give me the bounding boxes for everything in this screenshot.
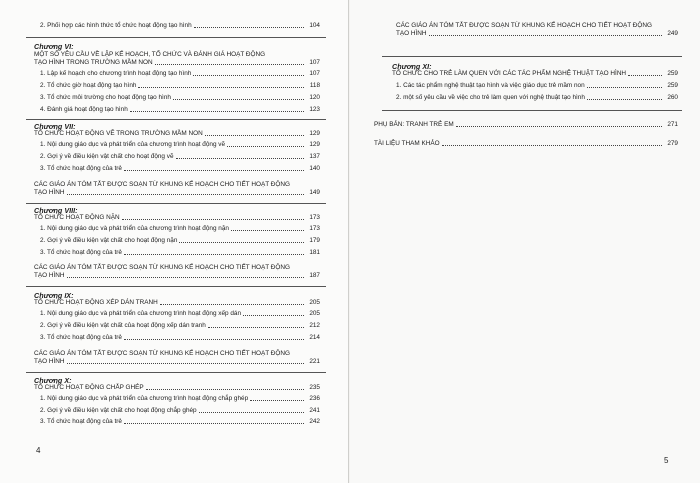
dot-leader [429, 35, 662, 36]
toc-entry[interactable] [40, 249, 320, 257]
toc-entry-text: 3. Tổ chức hoạt động của trẻ [40, 249, 122, 256]
page-number-left: 4 [36, 446, 41, 455]
dot-leader [176, 158, 304, 159]
toc-entry[interactable] [396, 82, 678, 90]
chapter-10-label: Chương X: [34, 376, 72, 385]
toc-entry-text: 3. Tổ chức hoạt động của trẻ [40, 418, 122, 425]
toc-entry[interactable] [40, 237, 320, 245]
toc-entry-page: 260 [667, 94, 678, 101]
toc-entry[interactable] [40, 141, 320, 149]
left-page [0, 0, 349, 483]
toc-entry-text: 3. Tổ chức môi trường cho hoạt động tạo hình [40, 94, 171, 101]
toc-entry-page: 129 [309, 141, 320, 148]
dot-leader [587, 99, 662, 100]
toc-entry-page: 140 [309, 165, 320, 172]
lesson-plans-line-1: CÁC GIÁO ÁN TÓM TẮT ĐƯỢC SOẠN TỪ KHUNG KẾ HOẠCH CHO TIẾT HOẠT ĐỘNG [34, 264, 290, 271]
toc-entry-page: 173 [309, 225, 320, 232]
lesson-plans-line-2: TẠO HÌNH [34, 358, 65, 365]
toc-entry[interactable] [396, 94, 678, 102]
dot-leader [243, 315, 304, 316]
toc-entry-page: 241 [309, 407, 320, 414]
toc-entry[interactable] [40, 334, 320, 342]
dot-leader [155, 64, 304, 65]
toc-entry-page: 107 [309, 70, 320, 77]
dot-leader [442, 145, 662, 146]
toc-entry-page: 236 [309, 395, 320, 402]
chapter-6-title-line-2: TẠO HÌNH TRONG TRƯỜNG MẦM NON [34, 59, 153, 66]
toc-entry-text: 2. Phối hợp các hình thức tổ chức hoạt động tạo hình [40, 22, 192, 29]
lesson-plans-line-1: CÁC GIÁO ÁN TÓM TẮT ĐƯỢC SOẠN TỪ KHUNG KẾ HOẠCH CHO TIẾT HOẠT ĐỘNG [396, 22, 652, 29]
page-number-right: 5 [664, 456, 669, 465]
lesson-plans-line-2: TẠO HÌNH [34, 272, 65, 279]
toc-entry[interactable] [40, 418, 320, 426]
section-divider [26, 203, 326, 204]
toc-entry-text: 1. Nội dung giáo dục và phát triển của chương trình hoạt động nặn [40, 225, 229, 232]
chapter-6-title-line-1: MỘT SỐ YÊU CẦU VỀ LẬP KẾ HOẠCH, TỔ CHỨC VÀ ĐÁNH GIÁ HOẠT ĐỘNG [34, 51, 266, 58]
appendix-text: PHỤ BẢN: TRANH TRẺ EM [374, 121, 454, 128]
dot-leader [146, 389, 304, 390]
toc-entry-text: 2. Gợi ý về điều kiện vật chất cho hoạt động vẽ [40, 153, 174, 160]
chapter-7-title-entry[interactable] [34, 130, 320, 138]
chapter-7-title-page: 129 [309, 130, 320, 137]
toc-entry-page: 205 [309, 310, 320, 317]
toc-entry-text: 1. Các tác phẩm nghệ thuật tạo hình và việc giáo dục trẻ mầm non [396, 82, 585, 89]
dot-leader [205, 135, 304, 136]
toc-entry[interactable] [40, 310, 320, 318]
toc-entry-page: 181 [309, 249, 320, 256]
lesson-plans-entry-end[interactable] [396, 30, 678, 38]
chapter-6-title[interactable] [34, 51, 320, 59]
lesson-plans-line-1: CÁC GIÁO ÁN TÓM TẮT ĐƯỢC SOẠN TỪ KHUNG KẾ HOẠCH CHO TIẾT HOẠT ĐỘNG [34, 181, 290, 188]
dot-leader [67, 363, 304, 364]
toc-entry[interactable] [40, 225, 320, 233]
lesson-plans-entry-end[interactable] [34, 272, 320, 280]
toc-entry-page: 137 [309, 153, 320, 160]
chapter-8-title-entry[interactable] [34, 214, 320, 222]
toc-entry-page: 212 [309, 322, 320, 329]
dot-leader [138, 87, 304, 88]
chapter-6-title-entry[interactable] [34, 59, 320, 67]
lesson-plans-entry[interactable] [396, 22, 678, 30]
section-divider [26, 372, 326, 373]
toc-entry[interactable] [40, 407, 320, 415]
dot-leader [124, 339, 304, 340]
toc-entry[interactable] [40, 70, 320, 78]
toc-entry-page: 242 [309, 418, 320, 425]
chapter-10-title: TỔ CHỨC HOẠT ĐỘNG CHẮP GHÉP [34, 384, 144, 391]
dot-leader [67, 194, 304, 195]
dot-leader [67, 277, 304, 278]
chapter-7-label: Chương VII: [34, 122, 76, 131]
dot-leader [587, 87, 662, 88]
toc-entry-text: 1. Nội dung giáo dục và phát triển của chương trình hoạt động chắp ghép [40, 395, 249, 402]
lesson-plans-entry[interactable] [34, 181, 320, 189]
dot-leader [130, 111, 304, 112]
lesson-plans-page: 221 [309, 358, 320, 365]
toc-entry-text: 2. Gợi ý về điều kiện vật chất cho hoạt động nặn [40, 237, 178, 244]
chapter-8-title-page: 173 [309, 214, 320, 221]
toc-entry-text: 1. Nội dung giáo dục và phát triển của chương trình hoạt động vẽ [40, 141, 226, 148]
chapter-11-label: Chương XI: [392, 62, 432, 71]
appendix-page: 271 [667, 121, 678, 128]
references-page: 279 [667, 140, 678, 147]
references-text: TÀI LIỆU THAM KHẢO [374, 140, 440, 147]
lesson-plans-page: 149 [309, 189, 320, 196]
toc-entry[interactable] [40, 22, 320, 30]
chapter-10-title-entry[interactable] [34, 384, 320, 392]
chapter-9-title: TỔ CHỨC HOẠT ĐỘNG XÉP DÁN TRANH [34, 299, 158, 306]
dot-leader [628, 75, 662, 76]
toc-entry-text: 1. Lập kế hoạch cho chương trình hoạt động tạo hình [40, 70, 192, 77]
toc-entry-text: 3. Tổ chức hoạt động của trẻ [40, 165, 122, 172]
toc-entry-text: 4. Đánh giá hoạt động tạo hình [40, 106, 128, 113]
toc-entry-text: 3. Tổ chức hoạt động của trẻ [40, 334, 122, 341]
toc-entry-text: 2. Gợi ý về điều kiện vật chất cho hoạt động chắp ghép [40, 407, 197, 414]
chapter-11-title-entry[interactable] [392, 70, 678, 78]
lesson-plans-page: 249 [667, 30, 678, 37]
toc-entry[interactable] [40, 153, 320, 161]
section-divider [382, 110, 682, 111]
chapter-9-label: Chương IX: [34, 291, 74, 300]
chapter-11-title-page: 259 [667, 70, 678, 77]
lesson-plans-entry[interactable] [34, 350, 320, 358]
toc-entry-page: 259 [667, 82, 678, 89]
dot-leader [250, 400, 304, 401]
dot-leader [208, 327, 304, 328]
dot-leader [179, 242, 304, 243]
section-divider [26, 286, 326, 287]
right-page [350, 0, 700, 483]
chapter-9-title-entry[interactable] [34, 299, 320, 307]
toc-entry[interactable] [40, 165, 320, 173]
lesson-plans-entry-end[interactable] [34, 358, 320, 366]
toc-entry-page: 214 [309, 334, 320, 341]
lesson-plans-line-1: CÁC GIÁO ÁN TÓM TẮT ĐƯỢC SOẠN TỪ KHUNG KẾ HOẠCH CHO TIẾT HOẠT ĐỘNG [34, 350, 290, 357]
dot-leader [199, 412, 304, 413]
toc-entry[interactable] [40, 94, 320, 102]
chapter-6-label: Chương VI: [34, 42, 74, 51]
lesson-plans-line-2: TẠO HÌNH [34, 189, 65, 196]
lesson-plans-page: 187 [309, 272, 320, 279]
toc-entry[interactable] [40, 82, 320, 90]
dot-leader [194, 27, 304, 28]
toc-entry[interactable] [40, 322, 320, 330]
dot-leader [124, 254, 304, 255]
chapter-11-title: TỔ CHỨC CHO TRẺ LÀM QUEN VỚI CÁC TÁC PHẨM NGHỆ THUẬT TẠO HÌNH [392, 70, 627, 77]
toc-entry[interactable] [40, 106, 320, 114]
toc-entry[interactable] [40, 395, 320, 403]
dot-leader [173, 99, 304, 100]
chapter-6-title-page: 107 [309, 59, 320, 66]
dot-leader [122, 219, 304, 220]
references-entry[interactable] [374, 140, 678, 148]
toc-entry-page: 179 [309, 237, 320, 244]
toc-entry-page: 120 [309, 94, 320, 101]
dot-leader [193, 75, 304, 76]
lesson-plans-entry[interactable] [34, 264, 320, 272]
lesson-plans-entry-end[interactable] [34, 189, 320, 197]
section-divider [26, 119, 326, 120]
section-divider [382, 56, 682, 57]
dot-leader [124, 423, 304, 424]
dot-leader [160, 304, 304, 305]
toc-entry-text: 2. Gợi ý về điều kiện vật chất của hoạt động xếp dán tranh [40, 322, 206, 329]
appendix-entry[interactable] [374, 121, 678, 129]
toc-entry-page: 118 [309, 82, 320, 89]
toc-entry-page: 123 [309, 106, 320, 113]
toc-entry-page: 104 [309, 22, 320, 29]
toc-entry-text: 1. Nội dung giáo dục và phát triển của chương trình hoạt động xếp dán [40, 310, 242, 317]
chapter-10-title-page: 235 [309, 384, 320, 391]
lesson-plans-line-2: TẠO HÌNH [396, 30, 427, 37]
chapter-7-title: TỔ CHỨC HOẠT ĐỘNG VẼ TRONG TRƯỜNG MẦM NON [34, 130, 203, 137]
toc-entry-text: 2. Tổ chức giờ hoạt động tạo hình [40, 82, 137, 89]
chapter-8-label: Chương VIII: [34, 206, 78, 215]
dot-leader [456, 126, 662, 127]
toc-entry-text: 2. một số yêu cầu về việc cho trẻ làm quen với nghệ thuật tạo hình [396, 94, 585, 101]
dot-leader [227, 146, 304, 147]
chapter-9-title-page: 205 [309, 299, 320, 306]
section-divider [26, 37, 326, 38]
dot-leader [124, 170, 304, 171]
chapter-8-title: TỔ CHỨC HOẠT ĐỘNG NẶN [34, 214, 120, 221]
dot-leader [231, 230, 304, 231]
